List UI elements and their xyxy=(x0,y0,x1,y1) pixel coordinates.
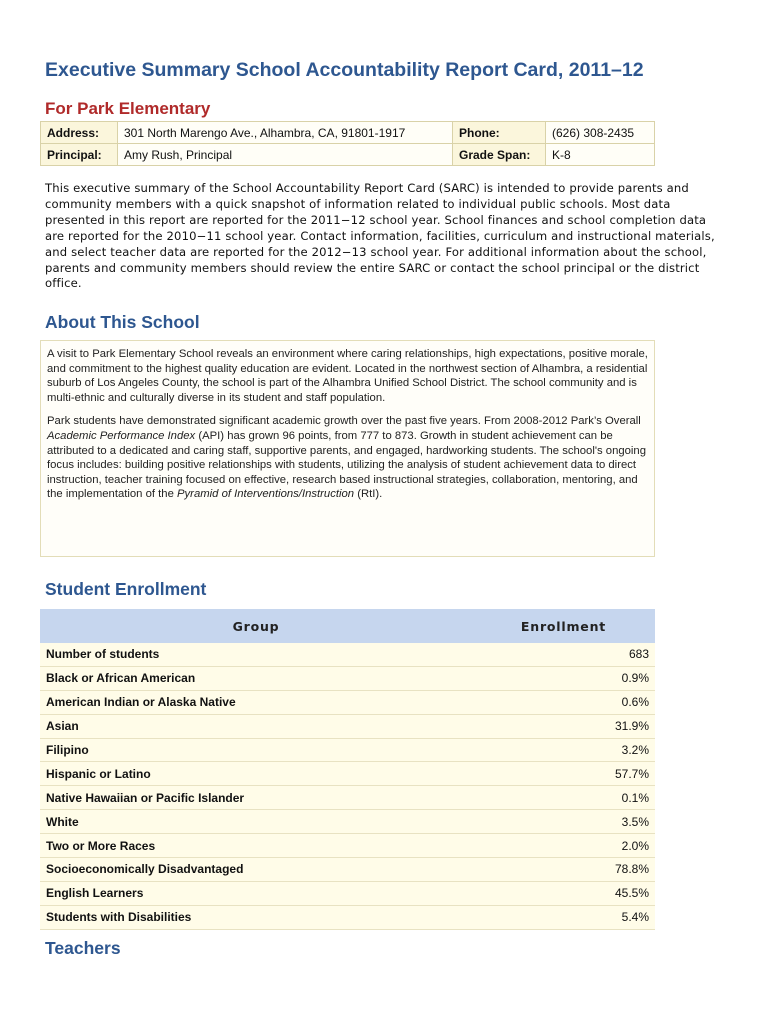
table-row xyxy=(40,810,655,834)
group-cell: American Indian or Alaska Native xyxy=(40,690,472,714)
info-row-principal xyxy=(41,144,655,166)
group-cell: Native Hawaiian or Pacific Islander xyxy=(40,786,472,810)
enrollment-header-row xyxy=(40,609,655,643)
about-box xyxy=(40,340,655,557)
about-paragraph-2 xyxy=(47,414,648,502)
page-title: Executive Summary School Accountability Report Card, 2011–12 xyxy=(45,59,644,81)
principal-label: Principal: xyxy=(41,144,118,166)
group-cell: Hispanic or Latino xyxy=(40,762,472,786)
address-value: 301 North Marengo Ave., Alhambra, CA, 91801-1917 xyxy=(118,122,453,144)
group-cell: Students with Disabilities xyxy=(40,905,472,929)
enrollment-value-cell: 31.9% xyxy=(472,714,655,738)
table-row xyxy=(40,762,655,786)
table-row xyxy=(40,714,655,738)
intro-paragraph: This executive summary of the School Accountability Report Card (SARC) is intended to provide parents and community members with a quick snapshot of information related to individual public schools. Most data presented in this report are reported for the 2011−12 school year. School finances and school completion data are reported for the 2010−11 school year. Contact information, facilities, curriculum and instructional materials, and select teacher data are reported for the 2012−13 school year. For additional information about the school, parents and community members should review the entire SARC or contact the school principal or the district office. xyxy=(45,181,715,291)
column-header-group: Group xyxy=(40,609,472,643)
table-row xyxy=(40,905,655,929)
table-row xyxy=(40,834,655,858)
phone-value: (626) 308-2435 xyxy=(546,122,655,144)
enrollment-value-cell: 2.0% xyxy=(472,834,655,858)
group-cell: Socioeconomically Disadvantaged xyxy=(40,858,472,882)
table-row xyxy=(40,858,655,882)
enrollment-value-cell: 0.6% xyxy=(472,690,655,714)
principal-value: Amy Rush, Principal xyxy=(118,144,453,166)
enrollment-value-cell: 57.7% xyxy=(472,762,655,786)
about-p2-text-b: (API) has grown 96 points, from 777 to 873. Growth in student achievement can be attributed to a dedicated and caring staff, supportive parents, and engaged, hardworking students. The school's ongoing focus includes: building positive relationships with students, utilizing the analysis of student achievement data to direct instruction, teacher training focused on effective, research based instructional strategies, collaboration, mentoring, and the implementation of the xyxy=(47,429,646,501)
about-heading: About This School xyxy=(45,312,200,332)
phone-label: Phone: xyxy=(453,122,546,144)
about-paragraph-1: A visit to Park Elementary School reveals an environment where caring relationships, high expectations, positive morale, and commitment to the highest quality education are evident. Located in the northwest section of Alhambra, a residential suburb of Los Angeles County, the school is part of the Alhambra Unified School District. The school community and is multi-ethnic and culturally diverse in its student and staff population. xyxy=(47,348,648,404)
enrollment-value-cell: 78.8% xyxy=(472,858,655,882)
group-cell: Asian xyxy=(40,714,472,738)
api-term: Academic Performance Index xyxy=(47,429,196,442)
teachers-heading: Teachers xyxy=(45,938,121,958)
enrollment-value-cell: 0.9% xyxy=(472,666,655,690)
enrollment-value-cell: 0.1% xyxy=(472,786,655,810)
pyramid-term: Pyramid of Interventions/Instruction xyxy=(177,488,355,501)
group-cell: White xyxy=(40,810,472,834)
enrollment-value-cell: 3.2% xyxy=(472,738,655,762)
table-row xyxy=(40,690,655,714)
group-cell: Number of students xyxy=(40,643,472,666)
enrollment-table xyxy=(40,609,655,930)
group-cell: Two or More Races xyxy=(40,834,472,858)
enrollment-value-cell: 5.4% xyxy=(472,905,655,929)
grade-span-value: K-8 xyxy=(546,144,655,166)
enrollment-value-cell: 45.5% xyxy=(472,881,655,905)
enrollment-heading: Student Enrollment xyxy=(45,579,207,599)
table-row xyxy=(40,738,655,762)
column-header-enrollment: Enrollment xyxy=(472,609,655,643)
table-row xyxy=(40,881,655,905)
school-info-table xyxy=(40,121,655,166)
group-cell: Filipino xyxy=(40,738,472,762)
table-row xyxy=(40,786,655,810)
grade-span-label: Grade Span: xyxy=(453,144,546,166)
group-cell: English Learners xyxy=(40,881,472,905)
info-row-address xyxy=(41,122,655,144)
enrollment-value-cell: 3.5% xyxy=(472,810,655,834)
group-cell: Black or African American xyxy=(40,666,472,690)
address-label: Address: xyxy=(41,122,118,144)
table-row xyxy=(40,666,655,690)
school-name-heading: For Park Elementary xyxy=(45,99,211,118)
enrollment-body xyxy=(40,643,655,929)
about-p2-text-a: Park students have demonstrated significant academic growth over the past five years. From 2008-2012 Park’s Overall xyxy=(47,415,641,428)
table-row xyxy=(40,643,655,666)
about-p2-text-c: (RtI). xyxy=(354,488,383,501)
enrollment-value-cell: 683 xyxy=(472,643,655,666)
